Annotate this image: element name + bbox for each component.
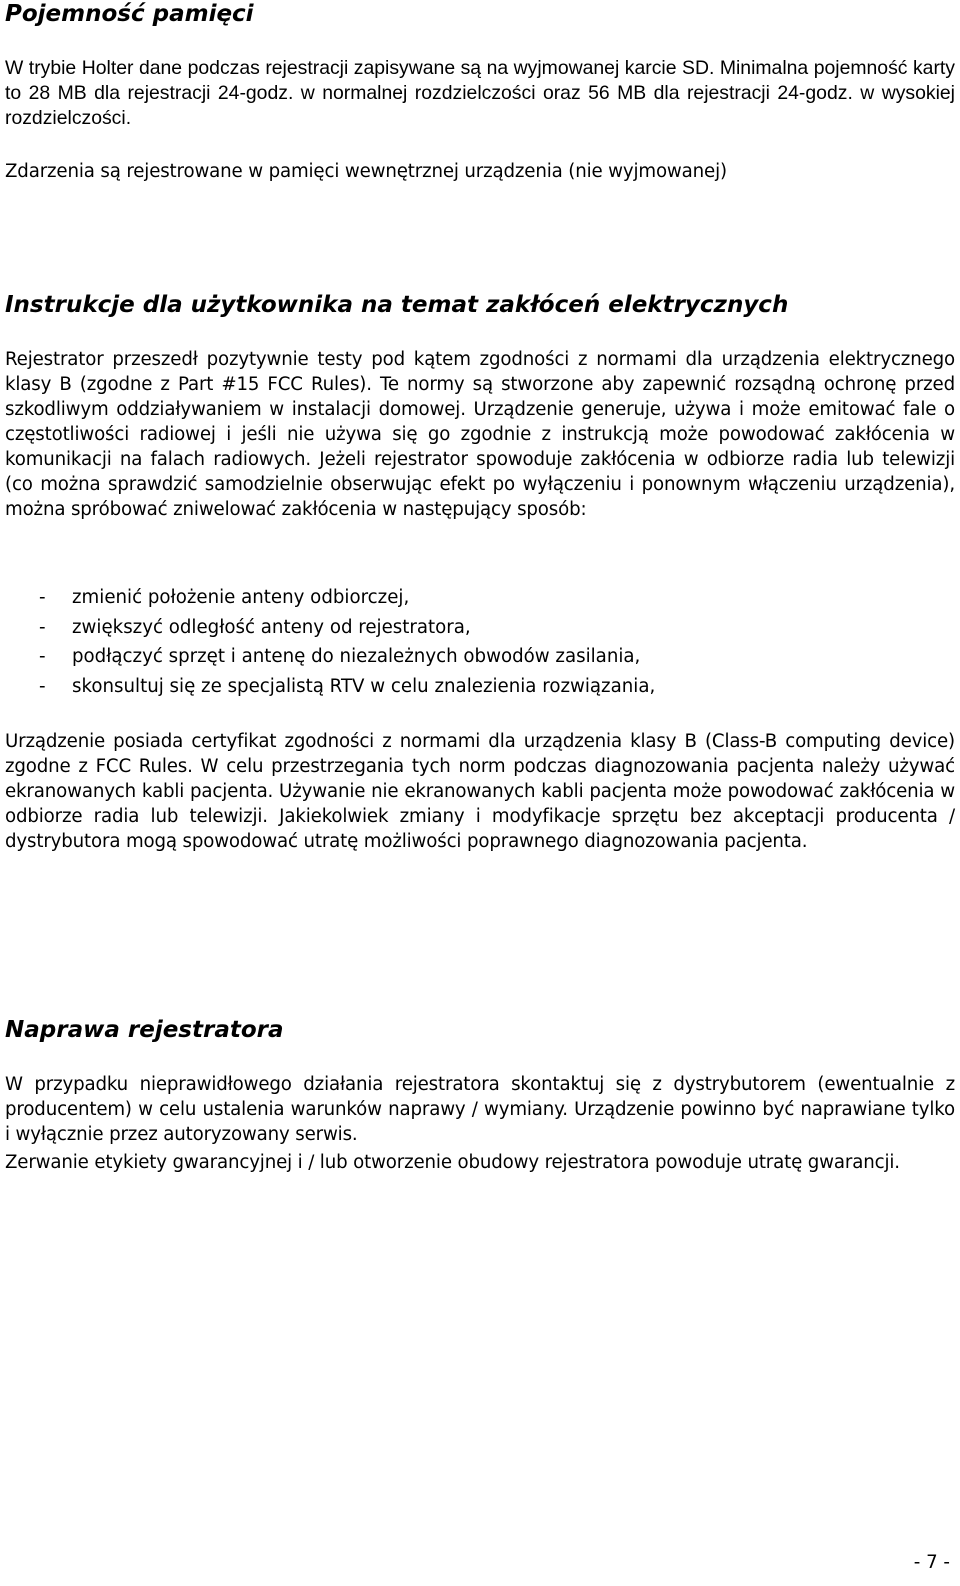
section-title-repair: Naprawa rejestratora: [5, 1017, 284, 1043]
list-item: [5, 672, 955, 702]
capacity-paragraph-events: Zdarzenia są rejestrowane w pamięci wewnętrznej urządzenia (nie wyjmowanej): [5, 161, 727, 182]
repair-paragraph-warranty: Zerwanie etykiety gwarancyjnej i / lub otworzenie obudowy rejestratora powoduje utratę gwarancji.: [5, 1152, 900, 1173]
list-dash: -: [39, 675, 46, 697]
list-item-text: zwiększyć odległość anteny od rejestratora,: [72, 616, 471, 638]
interference-paragraph-fcc: Rejestrator przeszedł pozytywnie testy pod kątem zgodności z normami dla urządzenia elektrycznego klasy B (zgodne z Part #15 FCC Rules). Te normy są stworzone aby zapewnić rozsądną ochronę przed szkodliwym oddziaływaniem w instalacji domowej. Urządzenie generuje, używa i może emitować fale o częstotliwości radiowej i jeśli nie używa się go zgodnie z instrukcją może powodować zakłócenia w komunikacji na falach radiowych. Jeżeli rejestrator spowoduje zakłócenia w odbiorze radia lub telewizji (co można sprawdzić samodzielnie obserwując efekt po wyłączeniu i ponownym włączeniu urządzenia), można spróbować zniwelować zakłócenia w następujący sposób:: [5, 349, 955, 520]
list-dash: -: [39, 646, 46, 667]
repair-paragraph-contact: W przypadku nieprawidłowego działania rejestratora skontaktuj się z dystrybutorem (ewentualnie z producentem) w celu ustalenia warunków naprawy / wymiany. Urządzenie powinno być naprawiane tylko i wyłącznie przez autoryzowany serwis.: [5, 1074, 955, 1145]
list-item-text: zmienić położenie anteny odbiorczej,: [72, 587, 410, 608]
section-title-capacity: Pojemność pamięci: [5, 1, 254, 27]
list-dash: -: [39, 587, 46, 608]
interference-paragraph-certificate: Urządzenie posiada certyfikat zgodności z normami dla urządzenia klasy B (Class-B computing device) zgodne z FCC Rules. W celu przestrzegania tych norm podczas diagnozowania pacjenta należy używać ekranowanych kabli pacjenta. Używanie nie ekranowanych kabli pacjenta może powodować zakłócenia w odbiorze radia lub telewizji. Jakiekolwiek zmiany i modyfikacje sprzętu bez akceptacji producenta / dystrybutora mogą spowodować utratę możliwości poprawnego diagnozowania pacjenta.: [5, 731, 955, 852]
list-item: [5, 583, 955, 613]
section-title-interference: Instrukcje dla użytkownika na temat zakłóceń elektrycznych: [5, 292, 789, 318]
page-number: - 7 -: [913, 1552, 950, 1573]
list-dash: -: [39, 616, 46, 638]
list-item: [5, 613, 955, 643]
list-item-text: podłączyć sprzęt i antenę do niezależnych obwodów zasilania,: [72, 646, 641, 667]
interference-remedy-list: [5, 583, 955, 701]
capacity-paragraph-sd-card: W trybie Holter dane podczas rejestracji zapisywane są na wyjmowanej karcie SD. Minimalna pojemność karty to 28 MB dla rejestracji 24-godz. w normalnej rozdzielczości oraz 56 MB dla rejestracji 24-godz. w wysokiej rozdzielczości.: [5, 57, 955, 129]
list-item-text: skonsultuj się ze specjalistą RTV w celu znalezienia rozwiązania,: [72, 675, 656, 697]
list-item: [5, 642, 955, 672]
